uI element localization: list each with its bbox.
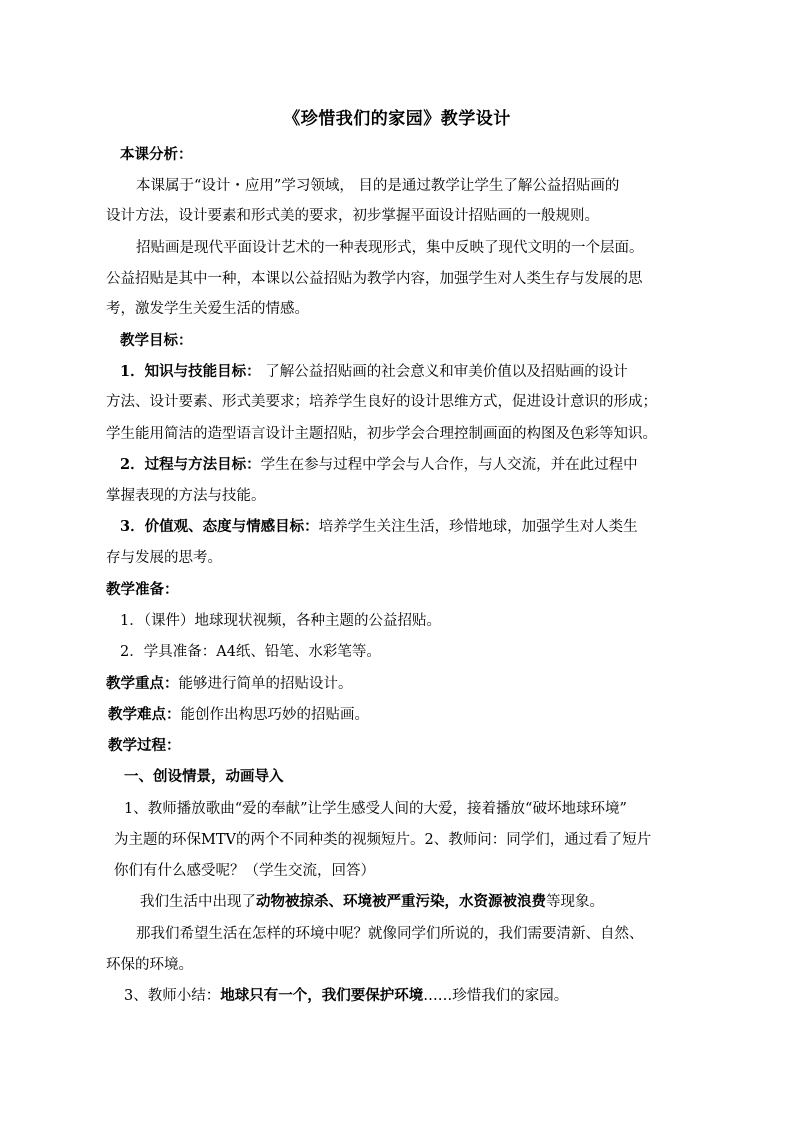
process-paragraph-4-post: ……珍惜我们的家园。	[423, 988, 569, 1004]
goal-3-line-2: 存与发展的思考。	[106, 550, 222, 566]
goal-1-line-3: 学生能用简洁的造型语言设计主题招贴，初步学会合理控制画面的构图及色彩等知识。	[106, 426, 657, 442]
prep-heading: 教学准备：	[106, 581, 179, 598]
process-paragraph-2-post: 等现象。	[546, 894, 604, 910]
goal-1-line-1	[120, 362, 628, 382]
process-paragraph-3-line-2: 环保的环境。	[106, 957, 193, 973]
goal-2-line-2: 掌握表现的方法与技能。	[106, 488, 266, 504]
process-paragraph-4-emphasis: 地球只有一个，我们要保护环境	[220, 987, 424, 1004]
process-paragraph-2-pre: 我们生活中出现了	[140, 894, 256, 910]
analysis-paragraph-2-line-1: 招贴画是现代平面设计艺术的一种表现形式，集中反映了现代文明的一个层面。	[136, 240, 644, 256]
process-heading: 教学过程：	[108, 737, 181, 754]
prep-item-1: 1．（课件）地球现状视频，各种主题的公益招贴。	[120, 613, 441, 629]
goal-3-line-1	[120, 517, 638, 537]
goal-1-label: 1．知识与技能目标：	[120, 363, 261, 380]
process-paragraph-2	[140, 892, 604, 912]
goal-3-text: 培养学生关注生活，珍惜地球，加强学生对人类生	[318, 519, 638, 535]
analysis-heading: 本课分析：	[120, 146, 193, 163]
focus-text: 能够进行简单的招贴设计。	[178, 676, 353, 692]
goal-2-text: 学生在参与过程中学会与人合作，与人交流，并在此过程中	[260, 457, 638, 473]
process-section-1-title: 一、创设情景，动画导入	[124, 768, 284, 785]
goals-heading: 教学目标：	[120, 332, 193, 349]
analysis-paragraph-2-line-2: 公益招贴是其中一种，本课以公益招贴为教学内容，加强学生对人类生存与发展的思	[106, 271, 643, 287]
process-paragraph-1-line-3: 你们有什么感受呢？（学生交流，回答）	[114, 863, 375, 879]
difficulty-line	[108, 705, 369, 725]
process-paragraph-1-line-2: 为主题的环保MTV的两个不同种类的视频短片。2、教师问：同学们，通过看了短片	[114, 832, 652, 848]
process-paragraph-1-line-1: 1、教师播放歌曲“爱的奉献”让学生感受人间的大爱，接着播放“破坏地球环境”	[124, 801, 627, 817]
goal-1-line-2: 方法、设计要素、形式美要求；培养学生良好的设计思维方式，促进设计意识的形成；	[106, 394, 657, 410]
analysis-paragraph-1-line-2: 设计方法，设计要素和形式美的要求，初步掌握平面设计招贴画的一般规则。	[106, 208, 599, 224]
process-paragraph-4	[124, 986, 568, 1006]
focus-line	[106, 674, 353, 694]
goal-2-label: 2．过程与方法目标：	[120, 456, 261, 473]
process-paragraph-2-emphasis: 动物被掠杀、环境被严重污染，水资源被浪费	[256, 893, 546, 910]
document-title: 《珍惜我们的家园》教学设计	[283, 109, 511, 129]
goal-1-text: 了解公益招贴画的社会意义和审美价值以及招贴画的设计	[260, 364, 628, 380]
focus-label: 教学重点：	[106, 675, 179, 692]
prep-item-2: 2．学具准备：A4纸、铅笔、水彩笔等。	[120, 644, 381, 660]
goal-3-label: 3．价值观、态度与情感目标：	[120, 518, 319, 535]
process-paragraph-4-pre: 3、教师小结：	[124, 988, 221, 1004]
analysis-paragraph-1-line-1: 本课属于“设计・应用”学习领域， 目的是通过教学让学生了解公益招贴画的	[136, 178, 620, 194]
difficulty-text: 能创作出构思巧妙的招贴画。	[180, 707, 369, 723]
goal-2-line-1	[120, 455, 638, 475]
difficulty-label: 教学难点：	[108, 706, 181, 723]
process-paragraph-3-line-1: 那我们希望生活在怎样的环境中呢？就像同学们所说的，我们需要清新、自然、	[136, 926, 644, 942]
analysis-paragraph-2-line-3: 考，激发学生关爱生活的情感。	[106, 301, 309, 317]
